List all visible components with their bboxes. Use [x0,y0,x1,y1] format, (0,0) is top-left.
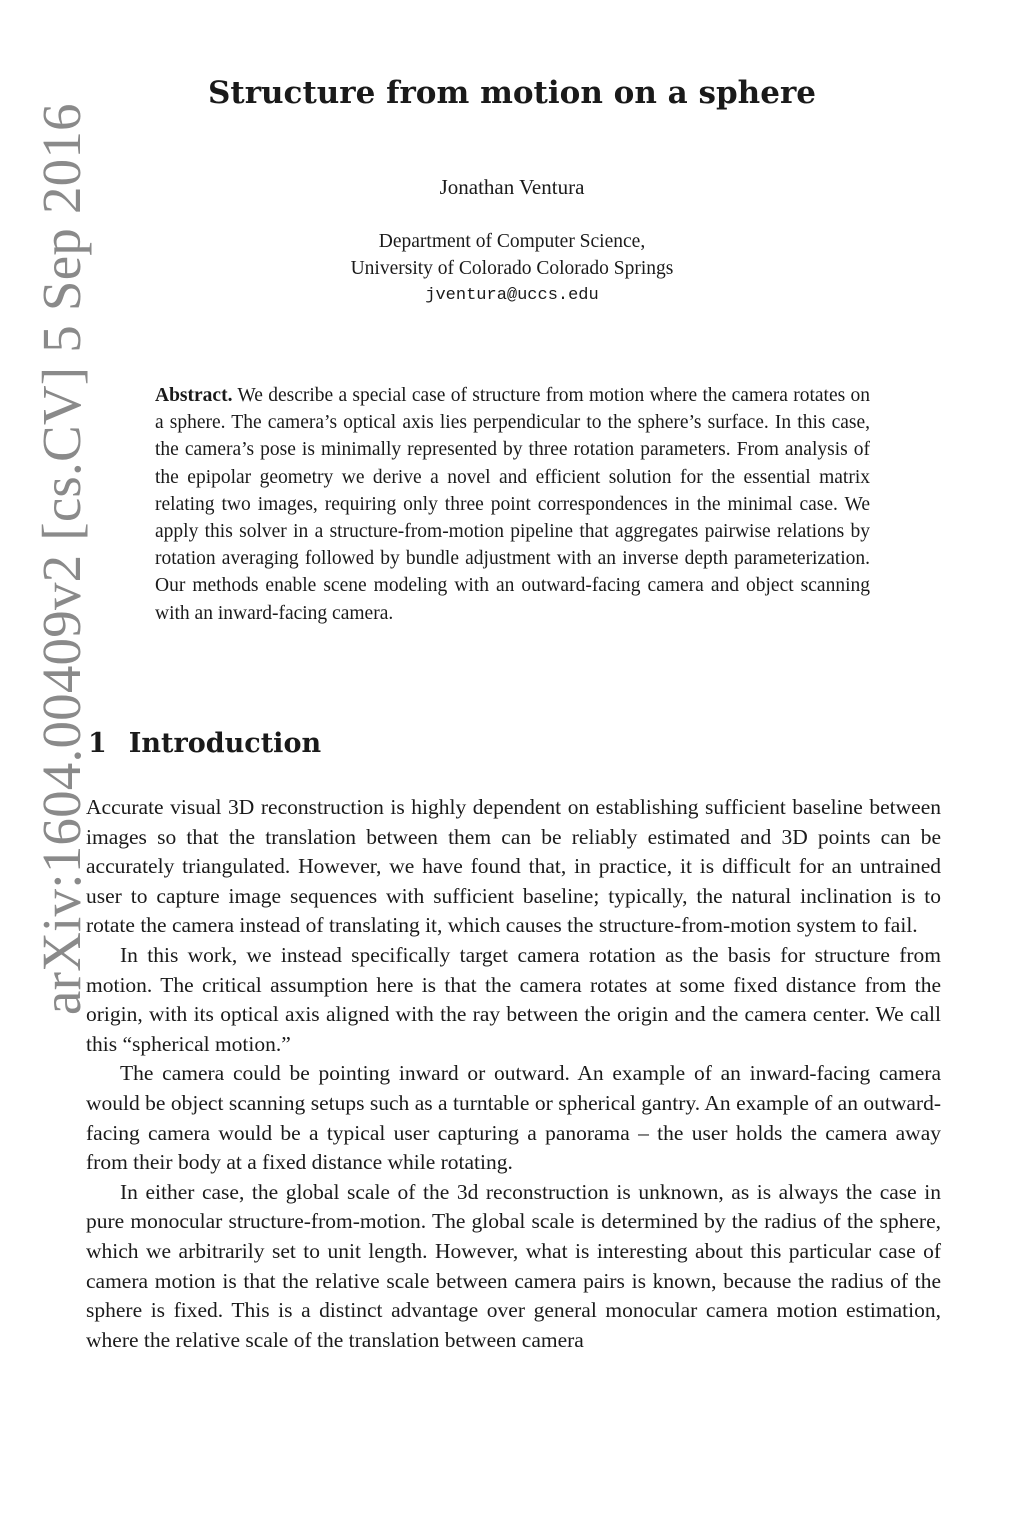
abstract-text: We describe a special case of structure from motion where the camera rotates on a sphere. The camera’s optical axis lies perpendicular to the sphere’s surface. In this case, the camera’s pose is minimally represented by three rotation parameters. From analysis of the epipolar geometry we derive a novel and efficient solution for the essential matrix relating two images, requiring only three point correspondences in the minimal case. We apply this solver in a structure-from-motion pipeline that aggregates pairwise relations by rotation averaging followed by bundle adjustment with an inverse depth parameterization. Our methods enable scene modeling with an outward-facing camera and object scanning with an inward-facing camera. [155,385,870,624]
affiliation-block [0,228,1024,309]
section-heading [88,728,321,759]
section-title: Introduction [128,728,322,759]
abstract [155,382,870,627]
author-name: Jonathan Ventura [439,175,585,199]
department-line: Department of Computer Science, [378,231,646,252]
body-paragraph: In either case, the global scale of the 3d reconstruction is unknown, as is always the case in pure monocular structure-from-motion. The global scale is determined by the radius of the sphere, which we arbitrarily set to unit length. However, what is interesting about this particular case of camera motion is that the relative scale between camera pairs is known, because the radius of the sphere is fixed. This is a distinct advantage over general monocular camera motion estimation, where the relative scale of the translation between camera [86,1179,941,1352]
author-email: jventura@uccs.edu [425,286,599,305]
abstract-label: Abstract. [155,385,233,406]
body-paragraph: In this work, we instead specifically target camera rotation as the basis for structure from motion. The critical assumption here is that the camera rotates at some fixed distance from the origin, with its optical axis aligned with the ray between the origin and the camera center. We call this “spherical motion.” [86,942,941,1056]
body-paragraph: The camera could be pointing inward or outward. An example of an inward-facing camera would be object scanning setups such as a turntable or spherical gantry. An example of an outward-facing camera would be a typical user capturing a panorama – the user holds the camera away from their body at a fixed distance while rotating. [86,1061,941,1175]
introduction-body [86,793,941,1355]
university-line: University of Colorado Colorado Springs [350,258,674,279]
paper-title: Structure from motion on a sphere [207,75,816,111]
section-number: 1 [88,728,107,759]
arxiv-identifier-stamp: arXiv:1604.00409v2 [cs.CV] 5 Sep 2016 [31,103,92,1015]
body-paragraph: Accurate visual 3D reconstruction is highly dependent on establishing sufficient baseline between images so that the translation between them can be reliably estimated and 3D points can be accurately triangulated. However, we have found that, in practice, it is difficult for an untrained user to capture image sequences with sufficient baseline; typically, the natural inclination is to rotate the camera instead of translating it, which causes the structure-from-motion system to fail. [86,795,941,938]
